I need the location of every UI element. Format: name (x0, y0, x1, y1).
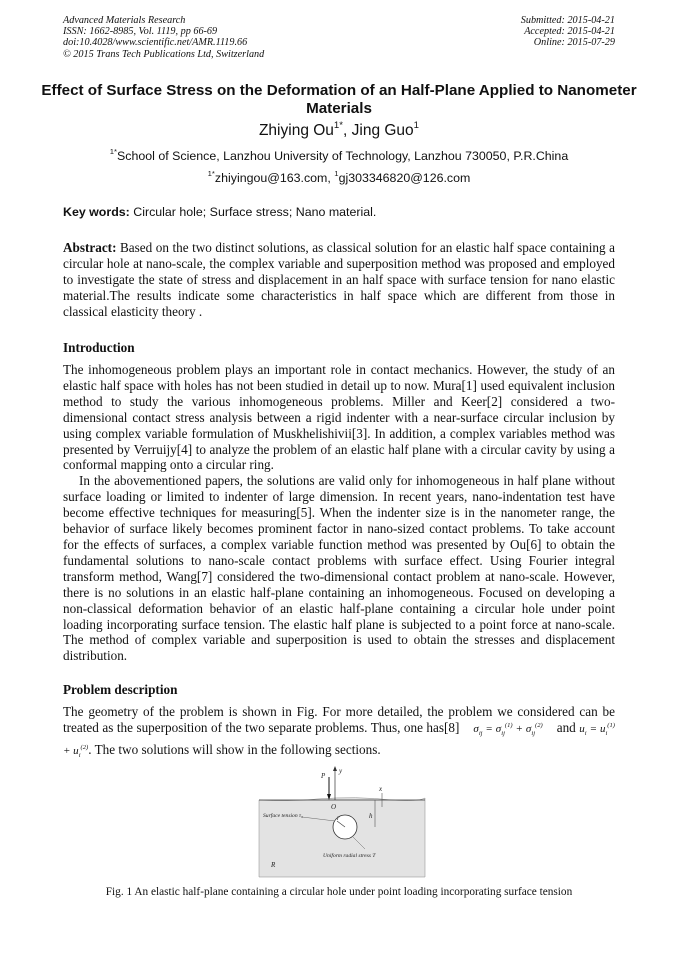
author-2: Jing Guo (351, 122, 414, 139)
problem-text-1: The geometry of the problem is shown in Fig. For more detailed, the problem we considered can be treated as the superposition of the two separate problems. Thus, one has[8] (63, 704, 615, 735)
introduction-body (63, 362, 615, 664)
intro-paragraph-1: The inhomogeneous problem plays an important role in contact mechanics. However, the study of an elastic half space with holes has not been studied in detail up to now. Mura[1] used equivalent inclusion method to study the various inhomogeneous problems. Miller and Keer[2] considered a two-dimensional contact stress analysis between a rigid indenter with a near-surface circular inclusion by using complex variable formulation of Muskhelishivii[3]. In addition, a complex variables method was presented by Verruijy[4] to analyze the problem of an elastic half plane with a circular cavity by using a conformal mapping onto a circular ring. (63, 362, 615, 473)
keywords (63, 205, 615, 219)
submitted-date: Submitted: 2015-04-21 (520, 15, 615, 26)
issn-line: ISSN: 1662-8985, Vol. 1119, pp 66-69 (63, 26, 218, 38)
introduction-heading: Introduction (63, 340, 135, 355)
problem-heading: Problem description (63, 682, 178, 697)
label-h: h (369, 812, 373, 820)
email-2: gj303346820@126.com (338, 171, 471, 185)
abstract-text: Based on the two distinct solutions, as classical solution for an elastic half space containing a circular hole at nano-scale, the complex variable and superposition method was proposed and employed to investigate the state of stress and displacement in an half space with surface tension for nano elastic material.The results indicate some characteristics in half space which are different from those in classical elasticity theory . (63, 240, 615, 319)
figure-caption: Fig. 1 An elastic half-plane containing a circular hole under point loading incorporating surface tension (105, 886, 573, 898)
abstract (63, 240, 615, 320)
label-radial-stress: Uniform radial stress T (323, 853, 376, 859)
email-2-mark: 1 (334, 169, 339, 179)
and-word: and (556, 719, 576, 735)
displacement-superposition-equation: $u_i = u_i^{(1)} + u_i^{(2)}$ (63, 721, 615, 760)
paper-title: Effect of Surface Stress on the Deformation of an Half-Plane Applied to Nanometer Materials (41, 82, 637, 117)
authors (0, 119, 678, 140)
problem-text-2: . The two solutions will show in the following sections. (88, 742, 381, 757)
accepted-date: Accepted: 2015-04-21 (524, 26, 615, 38)
label-P: P (321, 772, 326, 780)
author-1: Zhiying Ou (258, 122, 334, 139)
affiliation (0, 149, 678, 163)
affiliation-text: School of Science, Lanzhou University of Technology, Lanzhou 730050, P.R.China (117, 149, 569, 163)
author-separator: , (343, 122, 352, 139)
author-1-mark: 1* (333, 119, 343, 131)
label-x: x (379, 785, 383, 793)
keywords-label: Key words: (63, 205, 130, 219)
emails (0, 171, 678, 185)
intro-paragraph-2: In the abovementioned papers, the solutions are valid only for inhomogeneous in half plane without surface loading or limited to indenter of large dimension. In recent years, nano-indentation test have become effective techniques for measuring[5]. When the indenter size is in the nanometer range, the behavior of surface likely becomes prominent factor in nano-sized contact problems. To take account for the effects of surfaces, a complex variable function method was presented by Ou[6] to obtain the fundamental solutions to nano-scale contact problems with surface effect. Using Fourier integral transform method, Wang[7] considered the two-dimensional contact problem at nano-scale. However, there is no solutions in an elastic half-plane containing an inhomogeneous. Focused on developing a non-classical deformation behavior of an elastic half-plane containing a circular hole under point loading incorporating surface tension. The elastic half plane is subjected to a point force at nano-scale. The method of complex variable and superposition is used to obtain the stresses and displacement distribution. (63, 473, 615, 664)
problem-body (63, 704, 615, 764)
label-y: y (339, 767, 343, 775)
journal-name: Advanced Materials Research (63, 15, 186, 26)
label-R: R (271, 861, 276, 869)
y-axis-arrow (333, 766, 337, 771)
half-plane-diagram (257, 765, 427, 880)
label-r: r (337, 814, 340, 822)
online-date: Online: 2015-07-29 (533, 37, 615, 49)
label-surface-tension: Surface tension τ₀ (263, 813, 303, 819)
affiliation-mark: 1* (109, 147, 118, 157)
email-1: zhiyingou@163.com (214, 171, 328, 185)
email-separator: , (327, 171, 335, 185)
doi-line: doi:10.4028/www.scientific.net/AMR.1119.66 (63, 37, 248, 49)
copyright-line: © 2015 Trans Tech Publications Ltd, Switzerland (63, 48, 265, 60)
email-1-mark: 1* (207, 169, 215, 179)
keywords-text: Circular hole; Surface stress; Nano material. (129, 205, 377, 219)
abstract-label: Abstract: (63, 240, 117, 255)
journal-header (63, 15, 264, 60)
stress-superposition-equation: $\sigma_{ij} = \sigma_{ij}^{(1)} + \sigma_{ij}^{(2)}$ (473, 721, 543, 738)
label-O: O (331, 803, 337, 811)
figure-1 (257, 765, 427, 880)
dates-header (521, 15, 615, 49)
author-2-mark: 1 (413, 119, 420, 131)
